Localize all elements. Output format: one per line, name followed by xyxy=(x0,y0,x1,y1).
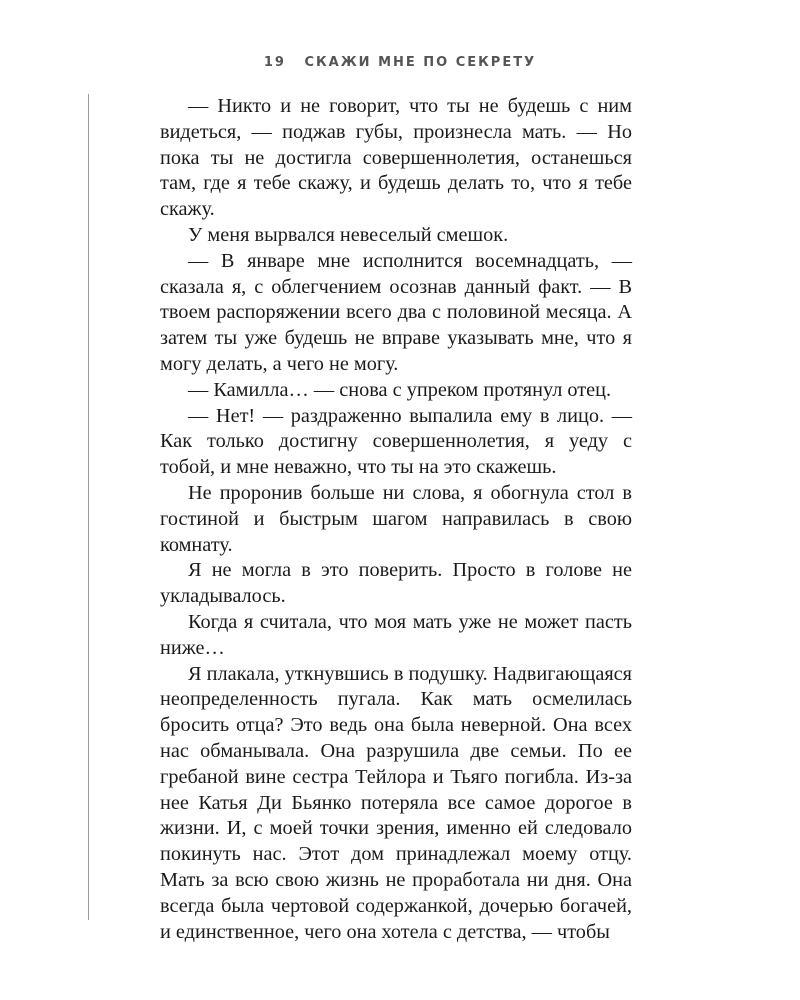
paragraph: Не проронив больше ни слова, я обогнула стол в гостиной и быстрым шагом направилась в свою комнату. xyxy=(160,481,632,556)
body-text xyxy=(160,94,632,945)
margin-rule xyxy=(88,94,89,920)
paragraph: — В январе мне исполнится восемнадцать, — сказала я, с облегчением осознав данный факт. — В твоем распоряжении всего два с половиной месяца. А затем ты уже будешь не вправе указывать мне, что я могу делать, а чего не могу. xyxy=(160,249,632,375)
paragraph: Я не могла в это поверить. Просто в голове не укладывалось. xyxy=(160,559,632,608)
running-head xyxy=(0,55,800,70)
page-number: 19 xyxy=(263,55,286,70)
paragraph: У меня вырвался невеселый смешок. xyxy=(188,223,509,246)
paragraph: — Нет! — раздраженно выпалила ему в лицо. — Как только достигну совершеннолетия, я уеду с тобой, и мне неважно, что ты на это скажешь. xyxy=(160,404,632,479)
paragraph: Я плакала, уткнувшись в подушку. Надвигающаяся неопределенность пугала. Как мать осмелилась бросить отца? Это ведь она была неверной. Она всех нас обманывала. Она разрушила две семьи. По ее гребаной вине сестра Тейлора и Тьяго погибла. Из-за нее Катья Ди Бьянко потеряла все самое дорогое в жизни. И, с моей точки зрения, именно ей следовало покинуть нас. Этот дом принадлежал моему отцу. Мать за всю свою жизнь не проработала ни дня. Она всегда была чертовой содержанкой, дочерью богачей, и единственное, чего она хотела с детства, — чтобы xyxy=(160,662,632,943)
paragraph: — Камилла… — снова с упреком протянул отец. xyxy=(188,378,612,401)
paragraph: — Никто и не говорит, что ты не будешь с ним видеться, — поджав губы, произнесла мать. — Но пока ты не достигла совершеннолетия, останешься там, где я тебе скажу, и будешь делать то, что я тебе скажу. xyxy=(160,95,632,221)
paragraph: Когда я считала, что моя мать уже не может пасть ниже… xyxy=(160,610,632,659)
book-title: СКАЖИ МНЕ ПО СЕКРЕТУ xyxy=(304,55,537,70)
